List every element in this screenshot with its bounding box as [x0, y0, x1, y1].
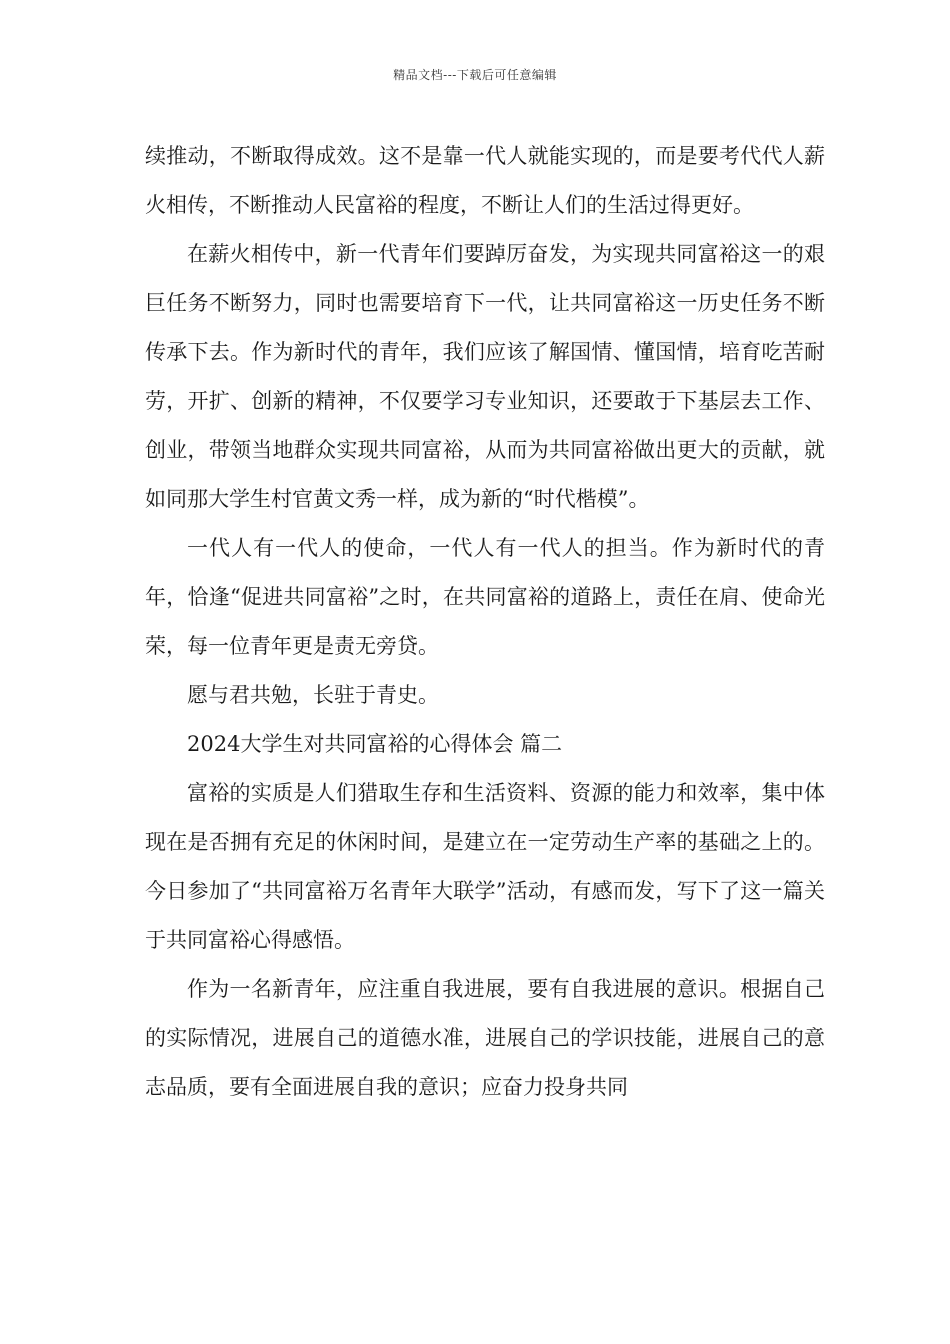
paragraph: 富裕的实质是人们猎取生存和生活资料、资源的能力和效率，集中体现在是否拥有充足的休闲时间，是建立在一定劳动生产率的基础之上的。今日参加了“共同富裕万名青年大联学”活动，有感而发，写下了这一篇关于共同富裕心得感悟。: [145, 781, 825, 952]
section-heading: 2024大学生对共同富裕的心得体会 篇二: [187, 732, 563, 756]
document-body: [145, 132, 825, 1112]
paragraph: 在薪火相传中，新一代青年们要踔厉奋发，为实现共同富裕这一的艰巨任务不断努力，同时也需要培育下一代，让共同富裕这一历史任务不断传承下去。作为新时代的青年，我们应该了解国情、懂国情，培育吃苦耐劳，开扩、创新的精神，不仅要学习专业知识，还要敢于下基层去工作、创业，带领当地群众实现共同富裕，从而为共同富裕做出更大的贡献，就如同那大学生村官黄文秀一样，成为新的“时代楷模”。: [145, 242, 825, 511]
paragraph-continuation: 续推动，不断取得成效。这不是靠一代人就能实现的，而是要考代代人薪火相传，不断推动人民富裕的程度，不断让人们的生活过得更好。: [145, 144, 825, 217]
paragraph: 一代人有一代人的使命，一代人有一代人的担当。作为新时代的青年，恰逢“促进共同富裕”之时，在共同富裕的道路上，责任在肩、使命光荣，每一位青年更是责无旁贷。: [145, 536, 825, 658]
paragraph: 愿与君共勉，长驻于青史。: [187, 683, 439, 707]
paragraph: 作为一名新青年，应注重自我进展，要有自我进展的意识。根据自己的实际情况，进展自己的道德水准，进展自己的学识技能，进展自己的意志品质，要有全面进展自我的意识；应奋力投身共同: [145, 977, 825, 1099]
page-header: 精品文档---下载后可任意编辑: [393, 68, 557, 82]
